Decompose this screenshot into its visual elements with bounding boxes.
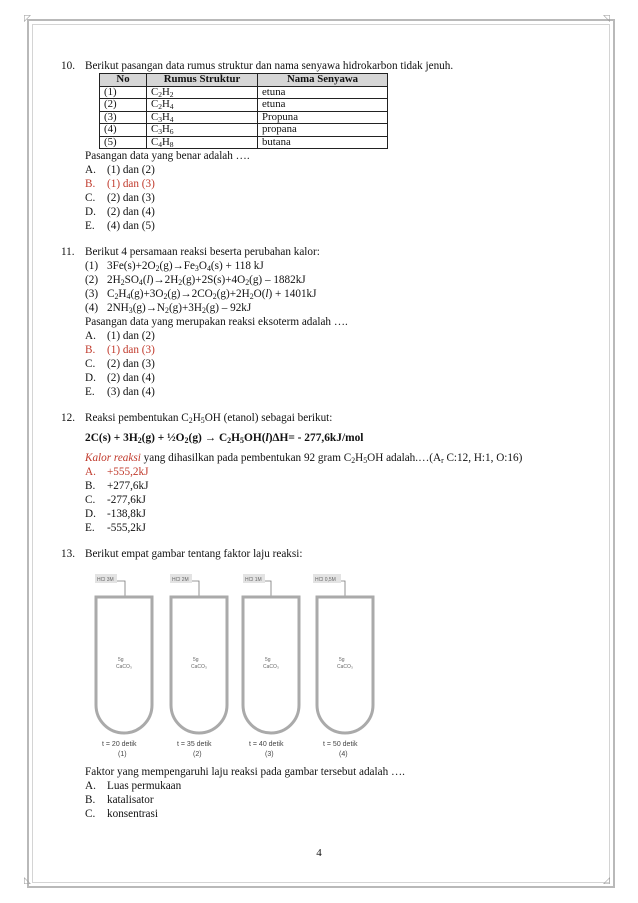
question-12	[61, 411, 584, 535]
row-number: (3)	[100, 111, 147, 124]
option-a[interactable]: A. (1) dan (2)	[85, 330, 155, 342]
option-d[interactable]: D. (2) dan (4)	[85, 372, 155, 384]
question-stem: Berikut pasangan data rumus struktur dan nama senyawa hidrokarbon tidak jenuh.	[85, 60, 454, 72]
structural-formula: $C_3H_6$	[147, 124, 258, 137]
thermochemical-equation: $2C(s) + 3H_2(g)$ + $\frac{1}{2}O_2(g) \to C_2H_5OH(l)\Delta H= - 277,6kJ/mol$	[85, 432, 364, 445]
hcl-label: HCl 1M	[245, 577, 262, 583]
corner-ornament-icon: ◺	[24, 876, 31, 886]
option-a[interactable]: A. (1) dan (2)	[85, 164, 155, 176]
svg-text:5g: 5g	[118, 657, 124, 663]
corner-ornament-icon: ◸	[24, 14, 31, 24]
question-prompt: Pasangan data yang merupakan reaksi eksoterm adalah ….	[85, 316, 348, 328]
question-number: 13.	[61, 548, 75, 560]
question-number: 10.	[61, 60, 75, 72]
tube-2	[170, 574, 227, 758]
tube-1	[95, 574, 152, 758]
question-prompt: Kalor reaksi yang dihasilkan pada pembentukan 92 gram $C_2H_5OH$ $adalah.\dots(A_r$ C:12, H:1, O:16)	[85, 452, 523, 465]
option-c[interactable]: C. (2) dan (3)	[85, 358, 155, 370]
structural-formula: $C_2H_4$	[147, 99, 258, 112]
option-b[interactable]: B. katalisator	[85, 794, 154, 806]
svg-text:CaCO₃: CaCO₃	[337, 664, 353, 670]
structural-formula: $C_3H_4$	[147, 111, 258, 124]
svg-text:CaCO₃: CaCO₃	[116, 664, 132, 670]
option-e[interactable]: E. (4) dan (5)	[85, 220, 155, 232]
arrow-icon: →	[172, 260, 184, 272]
option-b[interactable]: B. +277,6kJ	[85, 480, 149, 492]
question-stem: Berikut 4 persamaan reaksi beserta perubahan kalor:	[85, 246, 320, 258]
table-row	[100, 136, 388, 149]
row-number: (1)	[100, 86, 147, 99]
table-row	[100, 111, 388, 124]
tube-number: (3)	[265, 751, 274, 758]
time-label: t = 50 detik	[323, 741, 358, 748]
tube-number: (1)	[118, 751, 127, 758]
answer-options	[85, 329, 584, 399]
time-label: t = 40 detik	[249, 741, 284, 748]
corner-ornament-icon: ◿	[603, 876, 610, 886]
compound-name: Propuna	[258, 111, 388, 124]
compound-name: etuna	[258, 99, 388, 112]
question-prompt: Pasangan data yang benar adalah ….	[85, 150, 250, 162]
tube-4	[313, 574, 373, 758]
question-10	[61, 59, 584, 233]
time-label: t = 35 detik	[177, 741, 212, 748]
option-e[interactable]: E. (3) dan (4)	[85, 386, 155, 398]
question-stem: Reaksi pembentukan $C_2H_5OH$ (etanol) sebagai berikut:	[85, 412, 333, 425]
table-row	[100, 124, 388, 137]
column-header: Rumus Struktur	[147, 74, 258, 87]
hydrocarbon-table	[99, 73, 388, 149]
hcl-label: HCl 0,5M	[315, 577, 336, 583]
arrow-icon: →	[153, 274, 165, 286]
answer-options	[85, 465, 584, 535]
svg-text:CaCO₃: CaCO₃	[263, 664, 279, 670]
compound-name: etuna	[258, 86, 388, 99]
test-tube-figure	[85, 569, 385, 759]
column-header: Nama Senyawa	[258, 74, 388, 87]
exam-content	[61, 59, 584, 821]
compound-name: propana	[258, 124, 388, 137]
structural-formula: $C_2H_2$	[147, 86, 258, 99]
tube-3	[243, 574, 299, 758]
time-label: t = 20 detik	[102, 741, 137, 748]
reaction-equation: (1) $3Fe(s)+2O_2(g)\to Fe_3O_4(s) + 118$ kJ	[85, 260, 264, 273]
row-number: (4)	[100, 124, 147, 137]
arrow-icon: →	[180, 288, 192, 300]
reaction-list	[85, 259, 584, 315]
row-number: (2)	[100, 99, 147, 112]
svg-text:5g: 5g	[339, 657, 345, 663]
option-a[interactable]: A. Luas permukaan	[85, 780, 182, 792]
page-number: 4	[316, 847, 322, 859]
question-13	[61, 547, 584, 821]
option-d[interactable]: D. (2) dan (4)	[85, 206, 155, 218]
hcl-label: HCl 3M	[97, 577, 114, 583]
option-c[interactable]: C. konsentrasi	[85, 808, 158, 820]
question-11	[61, 245, 584, 399]
option-b-answer-key[interactable]: B. (1) dan (3)	[85, 344, 155, 356]
option-b-answer-key[interactable]: B. (1) dan (3)	[85, 178, 155, 190]
option-a-answer-key[interactable]: A. +555,2kJ	[85, 466, 149, 478]
row-number: (5)	[100, 136, 147, 149]
table-header-row	[100, 74, 388, 87]
option-e[interactable]: E. -555,2kJ	[85, 522, 146, 534]
tube-number: (2)	[193, 751, 202, 758]
question-prompt: Faktor yang mempengaruhi laju reaksi pada gambar tersebut adalah ….	[85, 766, 405, 778]
answer-options	[85, 779, 584, 821]
arrow-icon: →	[145, 302, 157, 314]
question-number: 12.	[61, 412, 75, 424]
column-header: No	[100, 74, 147, 87]
structural-formula: $C_4H_8$	[147, 136, 258, 149]
answer-options	[85, 163, 584, 233]
reaction-equation: (2) $2H_2SO_4(l)\to 2H_2(g)+2S(s)+4O_2(g) - 1882kJ$	[85, 274, 306, 287]
svg-text:CaCO₃: CaCO₃	[191, 664, 207, 670]
option-c[interactable]: C. -277,6kJ	[85, 494, 146, 506]
question-stem: Berikut empat gambar tentang faktor laju reaksi:	[85, 548, 303, 560]
svg-text:5g: 5g	[193, 657, 199, 663]
option-d[interactable]: D. -138,8kJ	[85, 508, 146, 520]
corner-ornament-icon: ◹	[603, 14, 610, 24]
reaction-equation: (3) $C_2H_4(g)+3O_2(g)\to 2CO_2(g)+2H_2O(l) + 1401kJ$	[85, 288, 317, 301]
hcl-label: HCl 2M	[172, 577, 189, 583]
table-row	[100, 99, 388, 112]
compound-name: butana	[258, 136, 388, 149]
option-c[interactable]: C. (2) dan (3)	[85, 192, 155, 204]
tube-number: (4)	[339, 751, 348, 758]
table-row	[100, 86, 388, 99]
svg-text:5g: 5g	[265, 657, 271, 663]
question-number: 11.	[61, 246, 75, 258]
arrow-icon: →	[204, 432, 217, 444]
reaction-equation: (4) $2NH_3(g)\to N_2(g)+3H_2(g) - 92kJ$	[85, 302, 252, 315]
